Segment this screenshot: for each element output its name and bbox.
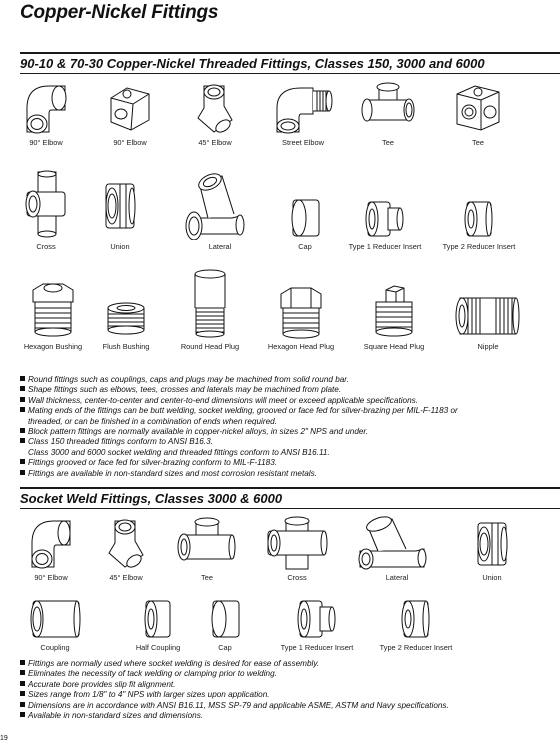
- item-caption: Lateral: [208, 242, 232, 251]
- bullet-item: Accurate bore provides slip fit alignment.: [20, 680, 550, 690]
- bullet-item: Fittings grooved or face fed for silver-brazing conform to MIL-F-1183.: [20, 458, 550, 468]
- fitting-cross: [16, 170, 76, 251]
- fitting-hexagon-head-plug: [262, 268, 340, 351]
- fitting-90-elbow-block: [100, 80, 160, 147]
- bullet-item: Shape fittings such as elbows, tees, crosses and laterals may be machined from plate.: [20, 385, 550, 395]
- socket-lateral: [352, 515, 442, 582]
- socket-heading: Socket Weld Fittings, Classes 3000 & 6000: [20, 491, 283, 506]
- fitting-lateral: [180, 170, 260, 251]
- bullet-item: Sizes range from 1/8" to 4" NPS with larger sizes upon application.: [20, 690, 550, 700]
- socket-half-coupling: [128, 597, 188, 652]
- bullet-item: Available in non-standard sizes and dimensions.: [20, 711, 550, 721]
- item-caption: 90° Elbow: [113, 138, 147, 147]
- fitting-45-elbow: [185, 80, 245, 147]
- socket-type1-reducer: [272, 597, 362, 652]
- item-caption: Type 1 Reducer Insert: [280, 643, 354, 652]
- socket-90-elbow: [16, 515, 86, 582]
- item-caption: Cap: [298, 242, 312, 251]
- fitting-square-head-plug: [356, 268, 432, 351]
- item-caption: Round Head Plug: [180, 342, 240, 351]
- fitting-cap: [280, 170, 330, 251]
- item-caption: Cross: [287, 573, 307, 582]
- bullet-item: Fittings are normally used where socket welding is desired for ease of assembly.: [20, 659, 550, 669]
- bullet-item: Wall thickness, center-to-center and center-to-end dimensions will meet or exceed applicable specifications.: [20, 396, 550, 406]
- bullet-item: Round fittings such as couplings, caps and plugs may be machined from solid round bar.: [20, 375, 550, 385]
- socket-tee: [172, 515, 242, 582]
- socket-coupling: [20, 597, 90, 652]
- fitting-flush-bushing: [96, 268, 156, 351]
- socket-union: [464, 515, 520, 582]
- fitting-union: [95, 170, 145, 251]
- section-divider: [20, 73, 560, 74]
- item-caption: Cross: [36, 242, 56, 251]
- fitting-street-elbow: [268, 80, 338, 147]
- item-caption: Union: [110, 242, 130, 251]
- item-caption: 90° Elbow: [29, 138, 63, 147]
- socket-cross: [262, 515, 332, 582]
- section-divider: [20, 487, 560, 489]
- item-caption: Flush Bushing: [102, 342, 150, 351]
- bullet-continuation: Class 3000 and 6000 socket welding and threaded fittings conform to ANSI B16.11.: [28, 447, 330, 457]
- item-caption: Lateral: [385, 573, 409, 582]
- threaded-bullets: [20, 375, 550, 479]
- item-caption: 45° Elbow: [109, 573, 143, 582]
- item-caption: Tee: [472, 138, 484, 147]
- item-caption: 45° Elbow: [198, 138, 232, 147]
- item-caption: Union: [482, 573, 502, 582]
- threaded-heading: 90-10 & 70-30 Copper-Nickel Threaded Fittings, Classes 150, 3000 and 6000: [20, 56, 485, 71]
- fitting-nipple: [446, 268, 530, 351]
- bullet-item: Mating ends of the fittings can be butt welding, socket welding, grooved or face fed for silver-brazing per MIL-F-1183 or: [20, 406, 550, 416]
- socket-bullets: [20, 659, 550, 721]
- item-caption: 90° Elbow: [34, 573, 68, 582]
- bullet-item: Eliminates the necessity of tack welding or clamping prior to welding.: [20, 669, 550, 679]
- item-caption: Coupling: [40, 643, 70, 652]
- fitting-hexagon-bushing: [16, 268, 90, 351]
- socket-cap: [200, 597, 250, 652]
- fitting-tee: [358, 80, 418, 147]
- fitting-round-head-plug: [178, 268, 242, 351]
- fitting-type1-reducer: [340, 170, 430, 251]
- bullet-item: Block pattern fittings are normally available in copper-nickel alloys, in sizes 2" NPS and under.: [20, 427, 550, 437]
- item-caption: Tee: [382, 138, 394, 147]
- item-caption: Type 1 Reducer Insert: [348, 242, 422, 251]
- fitting-90-elbow: [16, 80, 76, 147]
- section-divider: [20, 52, 560, 54]
- fitting-type2-reducer: [437, 170, 521, 251]
- section-divider: [20, 508, 560, 509]
- bullet-item: Fittings are available in non-standard sizes and most corrosion resistant metals.: [20, 469, 550, 479]
- item-caption: Tee: [201, 573, 213, 582]
- item-caption: Type 2 Reducer Insert: [379, 643, 453, 652]
- page-number: 19: [0, 735, 8, 742]
- page-title: Copper-Nickel Fittings: [20, 2, 219, 23]
- socket-45-elbow: [96, 515, 156, 582]
- item-caption: Hexagon Bushing: [23, 342, 83, 351]
- fitting-tee-block: [448, 80, 508, 147]
- item-caption: Type 2 Reducer Insert: [442, 242, 516, 251]
- item-caption: Nipple: [477, 342, 499, 351]
- item-caption: Street Elbow: [282, 138, 324, 147]
- socket-type2-reducer: [368, 597, 464, 652]
- item-caption: Square Head Plug: [363, 342, 425, 351]
- item-caption: Cap: [218, 643, 232, 652]
- bullet-item: Dimensions are in accordance with ANSI B16.11, MSS SP-79 and applicable ASME, ASTM and Navy specifications.: [20, 701, 550, 711]
- item-caption: Half Coupling: [135, 643, 181, 652]
- bullet-item: Class 150 threaded fittings conform to ANSI B16.3.: [20, 437, 550, 447]
- item-caption: Hexagon Head Plug: [267, 342, 335, 351]
- bullet-continuation: threaded, or can be finished in a combination of ends when required.: [28, 416, 277, 426]
